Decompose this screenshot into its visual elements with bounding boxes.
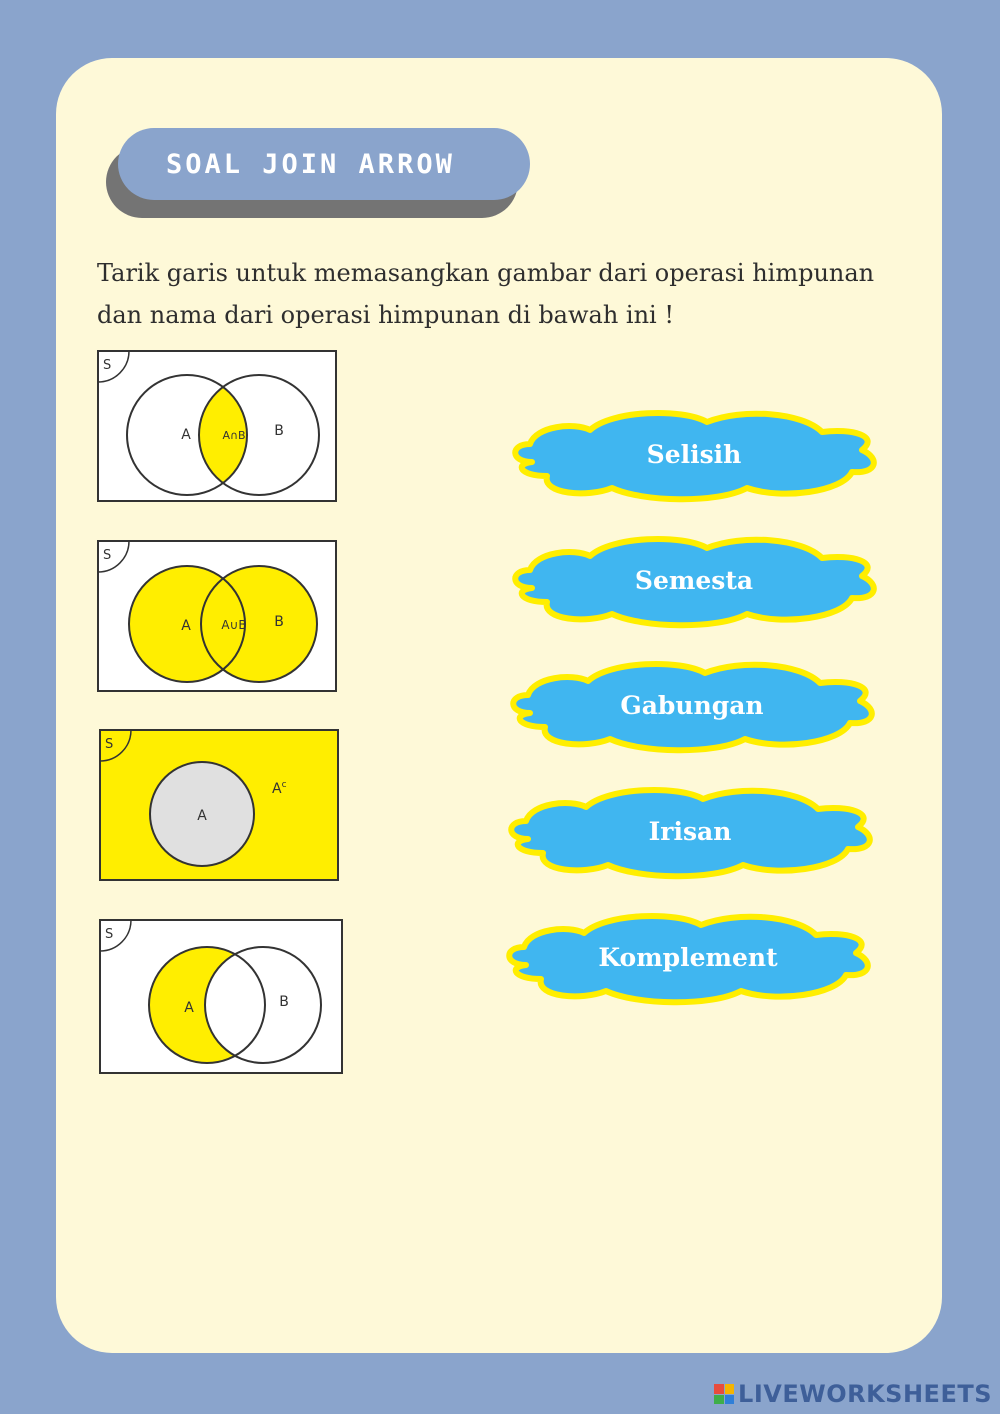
option-komplement[interactable] bbox=[496, 907, 880, 1007]
venn-complement-diagram[interactable] bbox=[99, 729, 341, 882]
complement-base: A bbox=[272, 781, 282, 797]
venn-difference-diagram[interactable] bbox=[99, 919, 343, 1074]
option-irisan[interactable] bbox=[498, 781, 882, 881]
label-a: A bbox=[197, 808, 207, 824]
option-gabungan[interactable] bbox=[500, 655, 884, 755]
label-a: A bbox=[181, 618, 191, 634]
option-semesta[interactable] bbox=[502, 530, 886, 630]
option-selisih[interactable] bbox=[502, 404, 886, 504]
title-banner bbox=[118, 128, 530, 200]
option-label: Gabungan bbox=[620, 690, 764, 720]
page-title: SOAL JOIN ARROW bbox=[166, 148, 455, 180]
liveworksheets-logo-icon bbox=[714, 1384, 734, 1404]
instruction-text: Tarik garis untuk memasangkan gambar dari operasi himpunan dan nama dari operasi himpunan di bawah ini ! bbox=[97, 259, 875, 329]
label-b: B bbox=[274, 423, 284, 439]
label-a: A bbox=[184, 1000, 194, 1016]
option-label: Selisih bbox=[646, 439, 742, 469]
universe-label: S bbox=[103, 548, 112, 563]
venn-union-diagram[interactable] bbox=[97, 540, 337, 692]
option-label: Komplement bbox=[598, 942, 778, 972]
liveworksheets-watermark bbox=[714, 1380, 992, 1408]
universe-label: S bbox=[103, 358, 112, 373]
label-b: B bbox=[279, 994, 289, 1010]
label-b: B bbox=[274, 614, 284, 630]
watermark-text: LIVEWORKSHEETS bbox=[738, 1380, 992, 1408]
universe-label: S bbox=[105, 927, 114, 942]
label-intersection: A∩B bbox=[222, 429, 246, 442]
complement-superscript: c bbox=[281, 780, 287, 790]
universe-label: S bbox=[105, 737, 114, 752]
option-label: Semesta bbox=[634, 565, 754, 595]
venn-intersection-diagram[interactable] bbox=[97, 350, 337, 502]
label-union: A∪B bbox=[221, 618, 247, 632]
label-a: A bbox=[181, 427, 191, 443]
option-label: Irisan bbox=[648, 816, 732, 846]
